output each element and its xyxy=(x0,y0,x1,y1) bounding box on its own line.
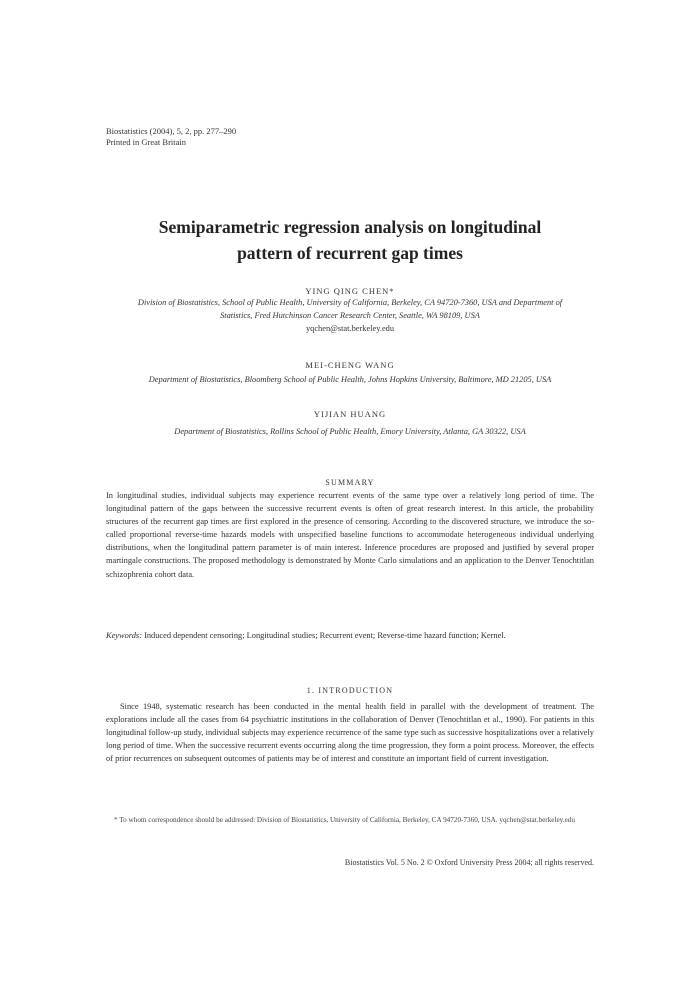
introduction-paragraph: Since 1948, systematic research has been conducted in the mental health field in parallel with the development of treatment. The explorations include all the cases from 64 psychiatric institutions in the collaboration of Denver (Tenochtitlan et al., 1990). For patients in this longitudinal follow-up study, individual subjects may experience recurrence of the same type such as successive hospitalizations over a relatively long period of time. When the successive recurrent events occurring along the time progression, they form a point process. Moreover, the effects of prior recurrences on subsequent outcomes of patients may be of interest and constitute an important field of current investigation. xyxy=(106,702,594,764)
section-heading-introduction: 1. INTRODUCTION xyxy=(306,686,394,695)
author-affiliation-1 xyxy=(132,296,568,335)
abstract-heading: SUMMARY xyxy=(325,478,375,487)
journal-citation: Biostatistics (2004), 5, 2, pp. 277–290 xyxy=(106,126,237,136)
keywords-text: Induced dependent censoring; Longitudinal studies; Recurrent event; Reverse-time hazard function; Kernel. xyxy=(144,631,506,640)
journal-header xyxy=(106,126,236,148)
paper-title xyxy=(100,214,600,266)
title-line-2: pattern of recurrent gap times xyxy=(237,243,463,263)
journal-print-note: Printed in Great Britain xyxy=(106,137,187,147)
author-affiliation-3: Department of Biostatistics, Rollins School of Public Health, Emory University, Atlanta, GA 30322, USA xyxy=(174,427,526,436)
author-name-3: YIJIAN HUANG xyxy=(313,409,387,419)
title-line-1: Semiparametric regression analysis on longitudinal xyxy=(158,217,542,237)
author-name-2: MEI-CHENG WANG xyxy=(305,360,395,370)
copyright-notice: Biostatistics Vol. 5 No. 2 © Oxford University Press 2004; all rights reserved. xyxy=(344,858,594,867)
author-email-1: yqchen@stat.berkeley.edu xyxy=(305,324,395,333)
keywords xyxy=(106,629,594,642)
footnote: * To whom correspondence should be addressed: Division of Biostatistics, University of California, Berkeley, CA 94720-7360, USA. yqchen@stat.berkeley.edu xyxy=(114,816,575,824)
author-affiliation-2: Department of Biostatistics, Bloomberg School of Public Health, Johns Hopkins University, Baltimore, MD 21205, USA xyxy=(148,375,552,384)
author-name-1: YING QING CHEN* xyxy=(305,286,395,296)
abstract-text: In longitudinal studies, individual subjects may experience recurrent events of the same type over a relatively long period of time. The longitudinal pattern of the gaps between the successive recurrent events is often of great research interest. In this article, the probability structures of the recurrent gap times are first explored in the presence of censoring. According to the discovered structure, we introduce the so-called proportional reverse-time hazards models with unspecified baseline functions to accommodate heterogeneous individual underlying distributions, when the longitudinal pattern parameter is of main interest. Inference procedures are proposed and justified by several proper martingale constructions. The proposed methodology is demonstrated by Monte Carlo simulations and an application to the Denver Tenochtitlan schizophrenia cohort data. xyxy=(106,491,594,579)
keywords-label: Keywords: xyxy=(106,631,142,640)
affiliation-text-1: Division of Biostatistics, School of Public Health, University of California, Berkeley, CA 94720-7360, USA and Department of Statistics, Fred Hutchinson Cancer Research Center, Seattle, WA 98109, USA xyxy=(137,298,563,320)
